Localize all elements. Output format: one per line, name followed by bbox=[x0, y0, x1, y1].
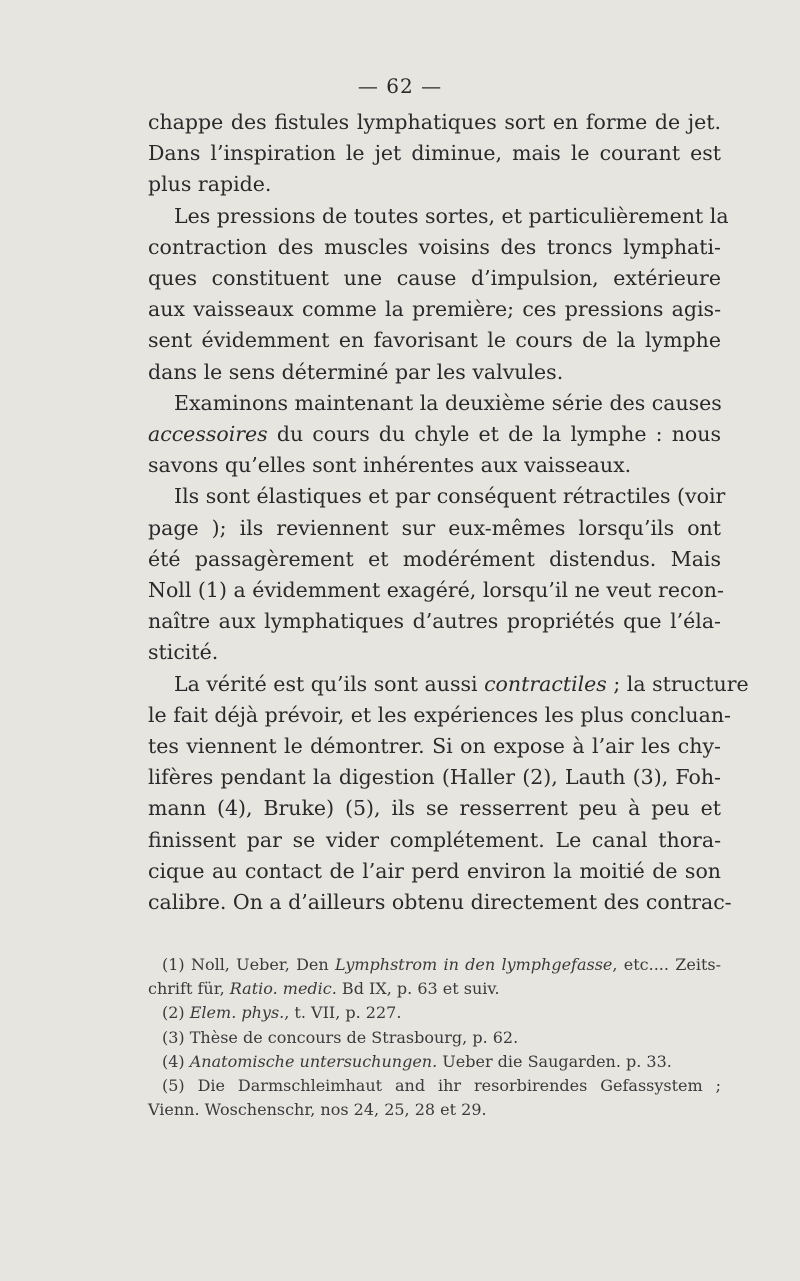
text-line: finissent par se vider complétement. Le canal thora- bbox=[148, 827, 721, 852]
text-line: sticité. bbox=[148, 640, 219, 665]
text-line: mann (4), Bruke) (5), ils se resserrent peu à peu et bbox=[148, 796, 721, 821]
footnote-line-fragment: (1) Noll, Ueber, Den bbox=[162, 955, 335, 974]
text-line: Les pressions de toutes sortes, et particulièrement la bbox=[174, 203, 729, 228]
text-line: page ); ils reviennent sur eux-mêmes lorsqu’ils ont bbox=[148, 515, 721, 540]
text-line: ques constituent une cause d’impulsion, extérieure bbox=[148, 266, 721, 291]
text-line: été passagèrement et modérément distendus. Mais bbox=[148, 546, 721, 571]
text-line: tes viennent le démontrer. Si on expose à l’air les chy- bbox=[148, 734, 721, 759]
text-line: lifères pendant la digestion (Haller (2), Lauth (3), Foh- bbox=[148, 765, 721, 790]
text-line-fragment: du cours du chyle et de la lymphe : nous bbox=[267, 422, 721, 447]
footnote-line-fragment: Lymphstrom in den lymphgefasse bbox=[334, 955, 613, 974]
footnote-line bbox=[148, 977, 721, 1001]
text-line: sent évidemment en favorisant le cours de la lymphe bbox=[148, 328, 721, 353]
footnote-line: (5) Die Darmschleimhaut and ihr resorbirendes Gefassystem ; bbox=[162, 1076, 721, 1096]
footnote-line-fragment: chrift für, bbox=[148, 979, 230, 999]
footnote-line bbox=[148, 1001, 721, 1025]
text-line: Dans l’inspiration le jet diminue, mais le courant est bbox=[148, 141, 721, 166]
text-line-fragment: La vérité est qu’ils sont aussi bbox=[174, 671, 485, 696]
footnote-line-fragment: , etc.... Zeits- bbox=[612, 955, 722, 974]
footnote-line-fragment: , t. VII, p. 227. bbox=[284, 1003, 402, 1023]
footnote-line-fragment: Ratio. medic. bbox=[229, 979, 337, 999]
footnotes bbox=[148, 953, 721, 1122]
footnote-line: (3) Thèse de concours de Strasbourg, p. 62. bbox=[162, 1027, 519, 1047]
footnote-line-fragment: (2) bbox=[162, 1003, 190, 1023]
footnote-line-fragment: Elem. phys. bbox=[189, 1003, 285, 1023]
text-line: calibre. On a d’ailleurs obtenu directement des contrac- bbox=[148, 890, 732, 915]
body-text bbox=[148, 107, 749, 918]
text-line: savons qu’elles sont inhérentes aux vaisseaux. bbox=[148, 453, 632, 478]
footnote-line bbox=[148, 1050, 721, 1074]
text-line: aux vaisseaux comme la première; ces pressions agis- bbox=[148, 297, 721, 322]
footnote-line: Vienn. Woschenschr, nos 24, 25, 28 et 29. bbox=[148, 1100, 487, 1120]
text-line-fragment: contractiles bbox=[484, 671, 607, 696]
footnote-line-fragment: (4) bbox=[162, 1051, 190, 1071]
text-line-fragment: accessoires bbox=[148, 422, 268, 447]
text-line: chappe des fistules lymphatiques sort en forme de jet. bbox=[148, 110, 721, 134]
page-number: — 62 — bbox=[357, 74, 443, 98]
text-line-fragment: ; la structure bbox=[606, 671, 749, 696]
text-line bbox=[148, 419, 721, 450]
footnote-line-fragment: Bd IX, p. 63 et suiv. bbox=[336, 979, 500, 999]
footnote-line-fragment: Ueber die Saugarden. p. 33. bbox=[437, 1051, 672, 1071]
text-line bbox=[148, 669, 749, 700]
text-line: dans le sens déterminé par les valvules. bbox=[148, 359, 564, 384]
text-line: le fait déjà prévoir, et les expériences les plus concluan- bbox=[148, 702, 731, 727]
text-line: plus rapide. bbox=[148, 172, 272, 197]
text-line: naître aux lymphatiques d’autres propriétés que l’éla- bbox=[148, 609, 721, 634]
text-line: cique au contact de l’air perd environ la moitié de son bbox=[148, 858, 721, 883]
footnote-line bbox=[148, 953, 721, 977]
text-line: Noll (1) a évidemment exagéré, lorsqu’il ne veut recon- bbox=[148, 578, 724, 603]
text-line: Ils sont élastiques et par conséquent rétractiles (voir bbox=[174, 484, 726, 509]
text-line: Examinons maintenant la deuxième série des causes bbox=[174, 390, 722, 415]
text-line: contraction des muscles voisins des troncs lymphati- bbox=[148, 234, 721, 259]
footnote-line-fragment: Anatomische untersuchungen. bbox=[189, 1051, 438, 1071]
